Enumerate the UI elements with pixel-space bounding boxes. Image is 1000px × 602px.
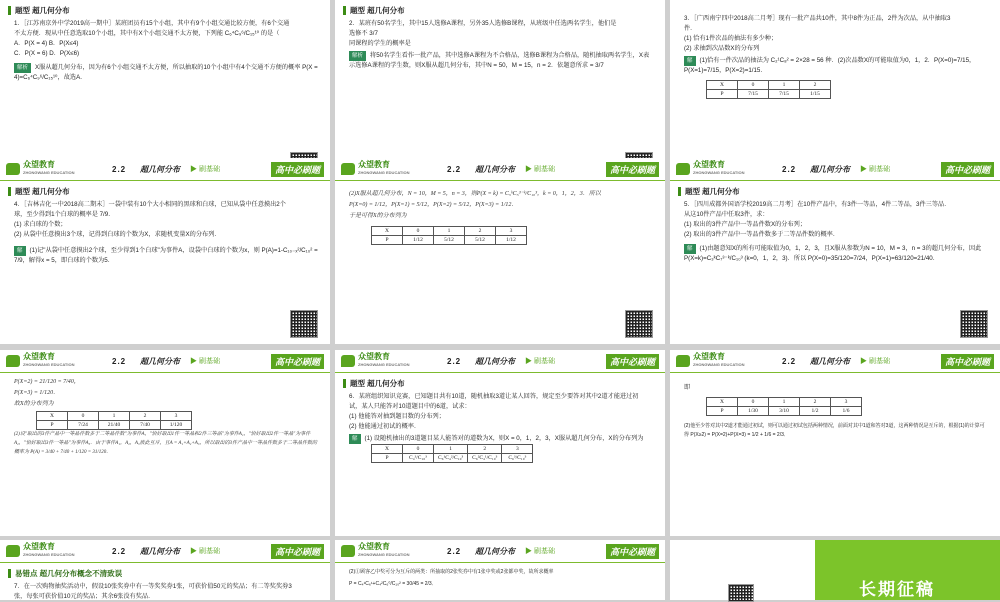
section-number: 2.2 (782, 356, 797, 366)
brand-badge: 高中必刷题 (606, 162, 659, 177)
question-text: 7．在一次购物抽奖活动中，假设10张奖券中有一等奖奖券1张，可获价值50元的奖品；有二等奖奖券3 张，每张可获价值10元的奖品；其余6张没有奖品． (14, 583, 292, 600)
section-number: 2.2 (112, 546, 127, 556)
slide-11 (335, 540, 665, 600)
slide-header (0, 158, 330, 181)
solution-text-2: (2)设"取出的3件产品中一等品件数多于二等品件数"为事件A，"恰好取出1件一等品和2件三等品"为事件A₁，"恰好取出2件一等品"为事件A₂，"恰好取出3件一等品"为事件A₃．由于事件A₁，A₂，A₃彼此互斥，且A = A₁+A₂+A₃，所以取出的3件产品中一等品件数多于二等品件数的概率为 P(A) = 3/40 + 7/40 + 1/120 = 31/120． (14, 432, 318, 455)
slide-header (335, 158, 665, 181)
solution-text: (2)①顾客乙中奖可分为互斥的两类：所抽取的2张奖券中有1张中奖或2张都中奖，故所求概率 P = C₄¹C₆¹+C₄²C₆⁰/C₁₀² = 30/45 = 2/3． (349, 569, 554, 587)
section-arrow: ▶ 刷基础 (860, 358, 890, 365)
logo-icon (676, 355, 690, 367)
slide-8 (335, 350, 665, 536)
section-arrow: ▶ 刷基础 (525, 166, 555, 173)
section-number: 2.2 (447, 164, 462, 174)
section-title: 超几何分布 (140, 356, 180, 366)
qr-code-icon[interactable] (728, 584, 754, 602)
logo: 众望教育 ZHONGWANG EDUCATION (6, 543, 76, 559)
promo-banner[interactable] (815, 540, 1000, 600)
section-title: 超几何分布 (140, 164, 180, 174)
brand-badge: 高中必刷题 (271, 544, 324, 559)
solution-text-2: (2)他至少答对其中2道才能通过初试，则可以通过初试包括两种情况，前面对其中1道和答对3道，这两种情况是互斥的，根据(1)的计算可得 P(X≥2) = P(X=2)+P(X=3) = 1/2 + 1/6 = 2/3． (684, 423, 985, 438)
section-number: 2.2 (782, 164, 797, 174)
qr-code-icon[interactable] (290, 310, 318, 338)
distribution-table: X 0 1 2 3 P 1/30 3/10 1/2 1/6 (706, 397, 862, 416)
topic-heading: 题型 超几何分布 (678, 186, 1000, 197)
slide-10 (0, 540, 330, 600)
logo-icon (341, 163, 355, 175)
slide-header (670, 350, 1000, 373)
section-title: 超几何分布 (475, 356, 515, 366)
logo: 众望教育 ZHONGWANG EDUCATION (341, 543, 411, 559)
slide-header (0, 540, 330, 563)
section-arrow: ▶ 刷基础 (190, 166, 220, 173)
logo-icon (341, 545, 355, 557)
brand-badge: 高中必刷题 (941, 354, 994, 369)
question-text: 3．［广西南宁四中2018高二月考］现有一批产品共10件，其中8件为正品，2件为次品，从中抽取3 件． (1) 恰有1件次品的抽法有多少种； (2) 求抽到次品数X的分布列 解 (1)恰有一件次品的抽法为 C₂¹C₈² = 2×28 = 56 种．(2)次品数X的可能取值为0，1，2．P(X=0)=7/15，P(X=1)=7/15，P(X=2)=1/15． (684, 15, 976, 74)
logo-icon (6, 163, 20, 175)
section-arrow: ▶ 刷基础 (860, 166, 890, 173)
slide-5 (335, 158, 665, 344)
topic-heading: 题型 超几何分布 (8, 5, 330, 16)
solution-text: 即 (684, 384, 691, 391)
section-title: 超几何分布 (810, 164, 850, 174)
logo: 众望教育 ZHONGWANG EDUCATION (341, 161, 411, 177)
distribution-table: X 0 1 2 3 P C₄³/C₁₀³ C₆¹C₄²/C₁₀³ C₆²C₄¹/C₁₀³ C₆³/C₁₀³ (371, 444, 533, 463)
logo-icon (6, 355, 20, 367)
qr-code-icon[interactable] (625, 310, 653, 338)
section-title: 超几何分布 (810, 356, 850, 366)
section-title: 超几何分布 (475, 546, 515, 556)
topic-heading: 题型 超几何分布 (343, 378, 665, 389)
solution-text: (2)X服从超几何分布，N = 10，M = 5，n = 3，则P(X = k) = C₅ᵏC₅³⁻ᵏ/C₁₀³，k = 0，1，2，3．所以 P(X=0) = 1/12，P(X=1) = 5/12，P(X=2) = 5/12，P(X=3) = 1/12． 于是可得X的分布列为 (349, 191, 601, 219)
brand-badge: 高中必刷题 (271, 354, 324, 369)
question-text: 6．某班组织知识竞赛，已知题目共有10道，随机抽取3道让某人回答，规定至少要答对其中2道才能进过初 试，某人只能答对10道题目中的6道，试求： (1) 他能答对抽到题目数的分布列； (2) 他能通过初试的概率． 解 (1) 设随机抽出的3道题目某人能答对的道数为X，则X = 0，1，2，3，X服从超几何分布，X的分布列为 (349, 393, 644, 442)
promo-slogan: 长期征稿 (859, 580, 935, 599)
distribution-table: X 0 1 2 3 P 1/12 5/12 5/12 1/12 (371, 226, 527, 245)
brand-badge: 高中必刷题 (941, 162, 994, 177)
topic-heading: 题型 超几何分布 (8, 186, 330, 197)
brand-badge: 高中必刷题 (606, 544, 659, 559)
section-arrow: ▶ 刷基础 (525, 358, 555, 365)
promo-panel (670, 540, 815, 600)
logo-icon (676, 163, 690, 175)
section-number: 2.2 (112, 164, 127, 174)
solution-text: P(X=2) = 21/120 = 7/40， P(X=3) = 1/120． 故X的分布列为 (14, 379, 80, 407)
section-title: 超几何分布 (140, 546, 180, 556)
slide-header (670, 158, 1000, 181)
logo: 众望教育 ZHONGWANG EDUCATION (341, 353, 411, 369)
slide-9 (670, 350, 1000, 536)
section-title: 超几何分布 (475, 164, 515, 174)
section-arrow: ▶ 刷基础 (190, 548, 220, 555)
logo-icon (341, 355, 355, 367)
slide-6 (670, 158, 1000, 344)
logo: 众望教育 ZHONGWANG EDUCATION (676, 161, 746, 177)
logo: 众望教育 ZHONGWANG EDUCATION (6, 353, 76, 369)
distribution-table: X 0 1 2 3 P 7/24 21/40 7/40 1/120 (36, 411, 192, 430)
section-number: 2.2 (112, 356, 127, 366)
question-text: 5．［四川成都外国语学校2019高二月考］在10件产品中，有3件一等品，4件二等品，3件三等品． 从这10件产品中任取3件，求： (1) 取出的3件产品中一等品件数X的分布列； (2) 取出的3件产品中一等品件数多于二等品件数的概率． 解 (1)由题意知X的所有可能取值为0，1，2，3，且X服从参数为N = 10，M = 3，n = 3的超几何分布，因此 P(X=k)=C₃ᵏC₇³⁻ᵏ/C₁₀³ (k=0，1，2，3)．所以 P(X=0)=35/120=7/24，P(X=1)=63/120=21/40． (684, 201, 982, 262)
question-text: 4．［吉林吉化一中2018高二期末］一袋中装有10个大小相同的黑球和白球，已知从袋中任意摸出2个 球，至少得到1个白球的概率是 7/9． (1) 求白球的个数； (2) 从袋中任意摸出3个球，记得到白球的个数为X，求随机变量X的分布列． 解 (1)记"从袋中任意摸出2个球，至少得到1个白球"为事件A，设袋中白球的个数为x，则 P(A)=1-C₁₀₋ₓ²/C₁₀² = 7/9，解得x = 5，即白球的个数为5． (14, 201, 318, 264)
logo: 众望教育 ZHONGWANG EDUCATION (6, 161, 76, 177)
slide-7 (0, 350, 330, 536)
slide-4 (0, 158, 330, 344)
question-text: 2．某班有50名学生，其中15人选修A课程，另外35人选修B课程，从班级中任选两名学生，他们是 选修不 3/7 同课程的学生的概率是 解析 将50名学生看作一批产品，其中选修A课程为不合格品，选修B课程为合格品，随机抽取两名学生，X表示选修A课程的学生数，则X服从超几何分布，其中N = 50，M = 15，n = 2．依题意所求 = 3/7 (349, 20, 650, 69)
section-arrow: ▶ 刷基础 (525, 548, 555, 555)
question-text: 1．［江苏南京外中学2019高一期中］某班团员有15个小组，其中有9个小组交通比较方便，有6个交通 不太方便．现从中任意选取10个小组，其中有X个小组交通不太方便，下列能 C₆⁴C₉⁶/C₁₅¹⁰ 的是（ A．P(X = 4) B．P(X≤4) C．P(X = 6) D．P(X≤6) 解析 X服从超几何分布，因为有6个小组交通不太方便，所以抽取的10个小组中有4个交通不方便的概率 P(X = 4)=C₆⁴C₉⁶/C₁₅¹⁰，故选A. (14, 20, 318, 81)
distribution-table: X 0 1 2 P 7/15 7/15 1/15 (706, 80, 831, 99)
topic-heading: 易错点 超几何分布概念不清致误 (8, 568, 330, 579)
section-number: 2.2 (447, 356, 462, 366)
section-number: 2.2 (447, 546, 462, 556)
qr-code-icon[interactable] (960, 310, 988, 338)
brand-badge: 高中必刷题 (271, 162, 324, 177)
topic-heading: 题型 超几何分布 (343, 5, 665, 16)
slide-header (0, 350, 330, 373)
slide-header (335, 350, 665, 373)
logo: 众望教育 ZHONGWANG EDUCATION (676, 353, 746, 369)
section-arrow: ▶ 刷基础 (190, 358, 220, 365)
logo-icon (6, 545, 20, 557)
slide-header (335, 540, 665, 563)
brand-badge: 高中必刷题 (606, 354, 659, 369)
